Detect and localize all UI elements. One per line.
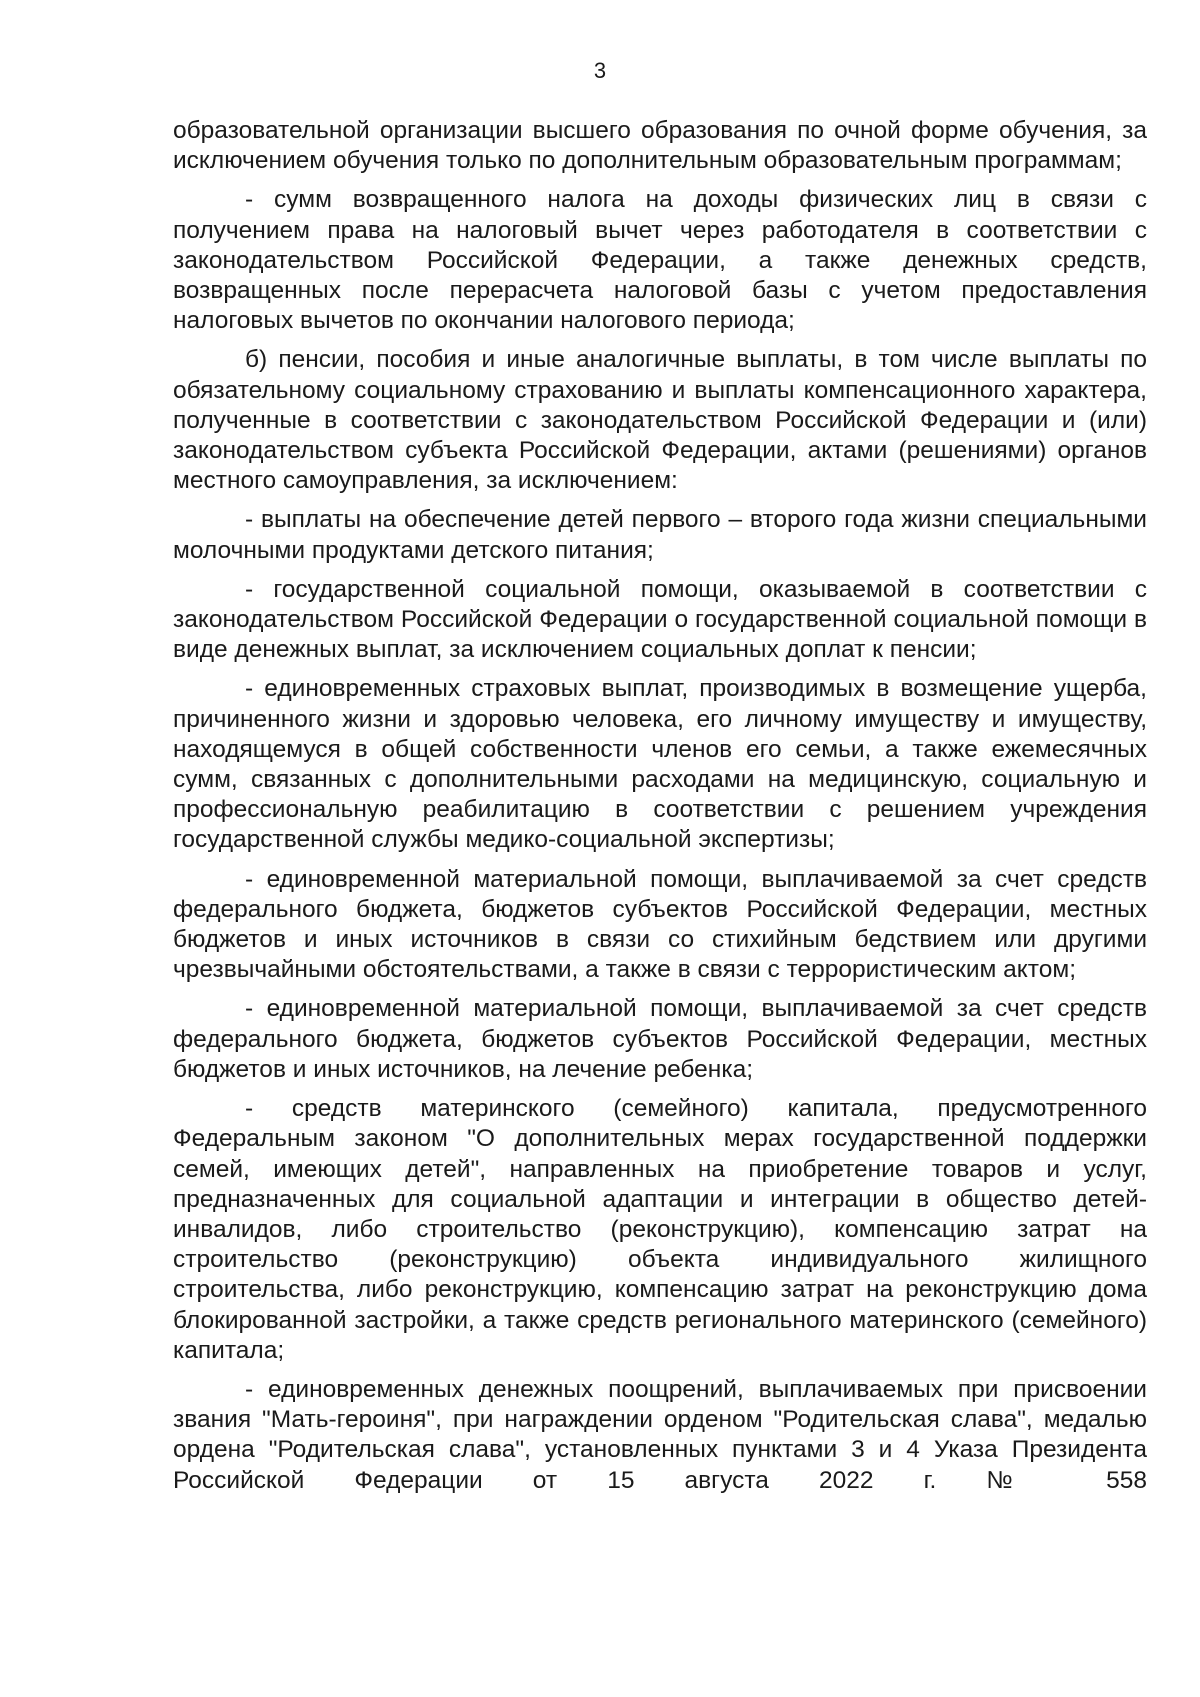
page-number: 3 (593, 58, 607, 83)
paragraph: - государственной социальной помощи, оказываемой в соответствии с законодательством Российской Федерации о государственной социальной помощи в виде денежных выплат, за исключением социальных доплат к пенсии; (173, 575, 1147, 664)
paragraph: - единовременных денежных поощрений, выплачиваемых при присвоении звания "Мать-героиня", при награждении орденом "Родительская слава", медалью ордена "Родительская слава", установленных пунктами 3 и 4 Указа Президента Российской Федерации от 15 августа 2022 г. № 558 (173, 1375, 1147, 1494)
paragraph: б) пенсии, пособия и иные аналогичные выплаты, в том числе выплаты по обязательному социальному страхованию и выплаты компенсационного характера, полученные в соответствии с законодательством Российской Федерации и (или) законодательством субъекта Российской Федерации, актами (решениями) органов местного самоуправления, за исключением: (173, 346, 1147, 495)
paragraph: - единовременной материальной помощи, выплачиваемой за счет средств федерального бюджета, бюджетов субъектов Российской Федерации, местных бюджетов и иных источников в связи со стихийным бедствием или другими чрезвычайными обстоятельствами, а также в связи с террористическим актом; (173, 865, 1147, 984)
document-body (173, 116, 1147, 1496)
paragraph: - выплаты на обеспечение детей первого – второго года жизни специальными молочными продуктами детского питания; (173, 506, 1147, 564)
paragraph: образовательной организации высшего образования по очной форме обучения, за исключением обучения только по дополнительным образовательным программам; (173, 117, 1147, 175)
paragraph: - единовременных страховых выплат, производимых в возмещение ущерба, причиненного жизни и здоровью человека, его личному имуществу и имуществу, находящемуся в общей собственности членов его семьи, а также ежемесячных сумм, связанных с дополнительными расходами на медицинскую, социальную и профессиональную реабилитацию в соответствии с решением учреждения государственной службы медико-социальной экспертизы; (173, 675, 1147, 854)
paragraph: - средств материнского (семейного) капитала, предусмотренного Федеральным законом "О дополнительных мерах государственной поддержки семей, имеющих детей", направленных на приобретение товаров и услуг, предназначенных для социальной адаптации и интеграции в общество детей-инвалидов, либо строительство (реконструкцию), компенсацию затрат на строительство (реконструкцию) объекта индивидуального жилищного строительства, либо реконструкцию, компенсацию затрат на реконструкцию дома блокированной застройки, а также средств регионального материнского (семейного) капитала; (173, 1095, 1147, 1364)
paragraph: - сумм возвращенного налога на доходы физических лиц в связи с получением права на налоговый вычет через работодателя в соответствии с законодательством Российской Федерации, а также денежных средств, возвращенных после перерасчета налоговой базы с учетом предоставления налоговых вычетов по окончании налогового периода; (173, 186, 1147, 335)
paragraph: - единовременной материальной помощи, выплачиваемой за счет средств федерального бюджета, бюджетов субъектов Российской Федерации, местных бюджетов и иных источников, на лечение ребенка; (173, 995, 1147, 1083)
